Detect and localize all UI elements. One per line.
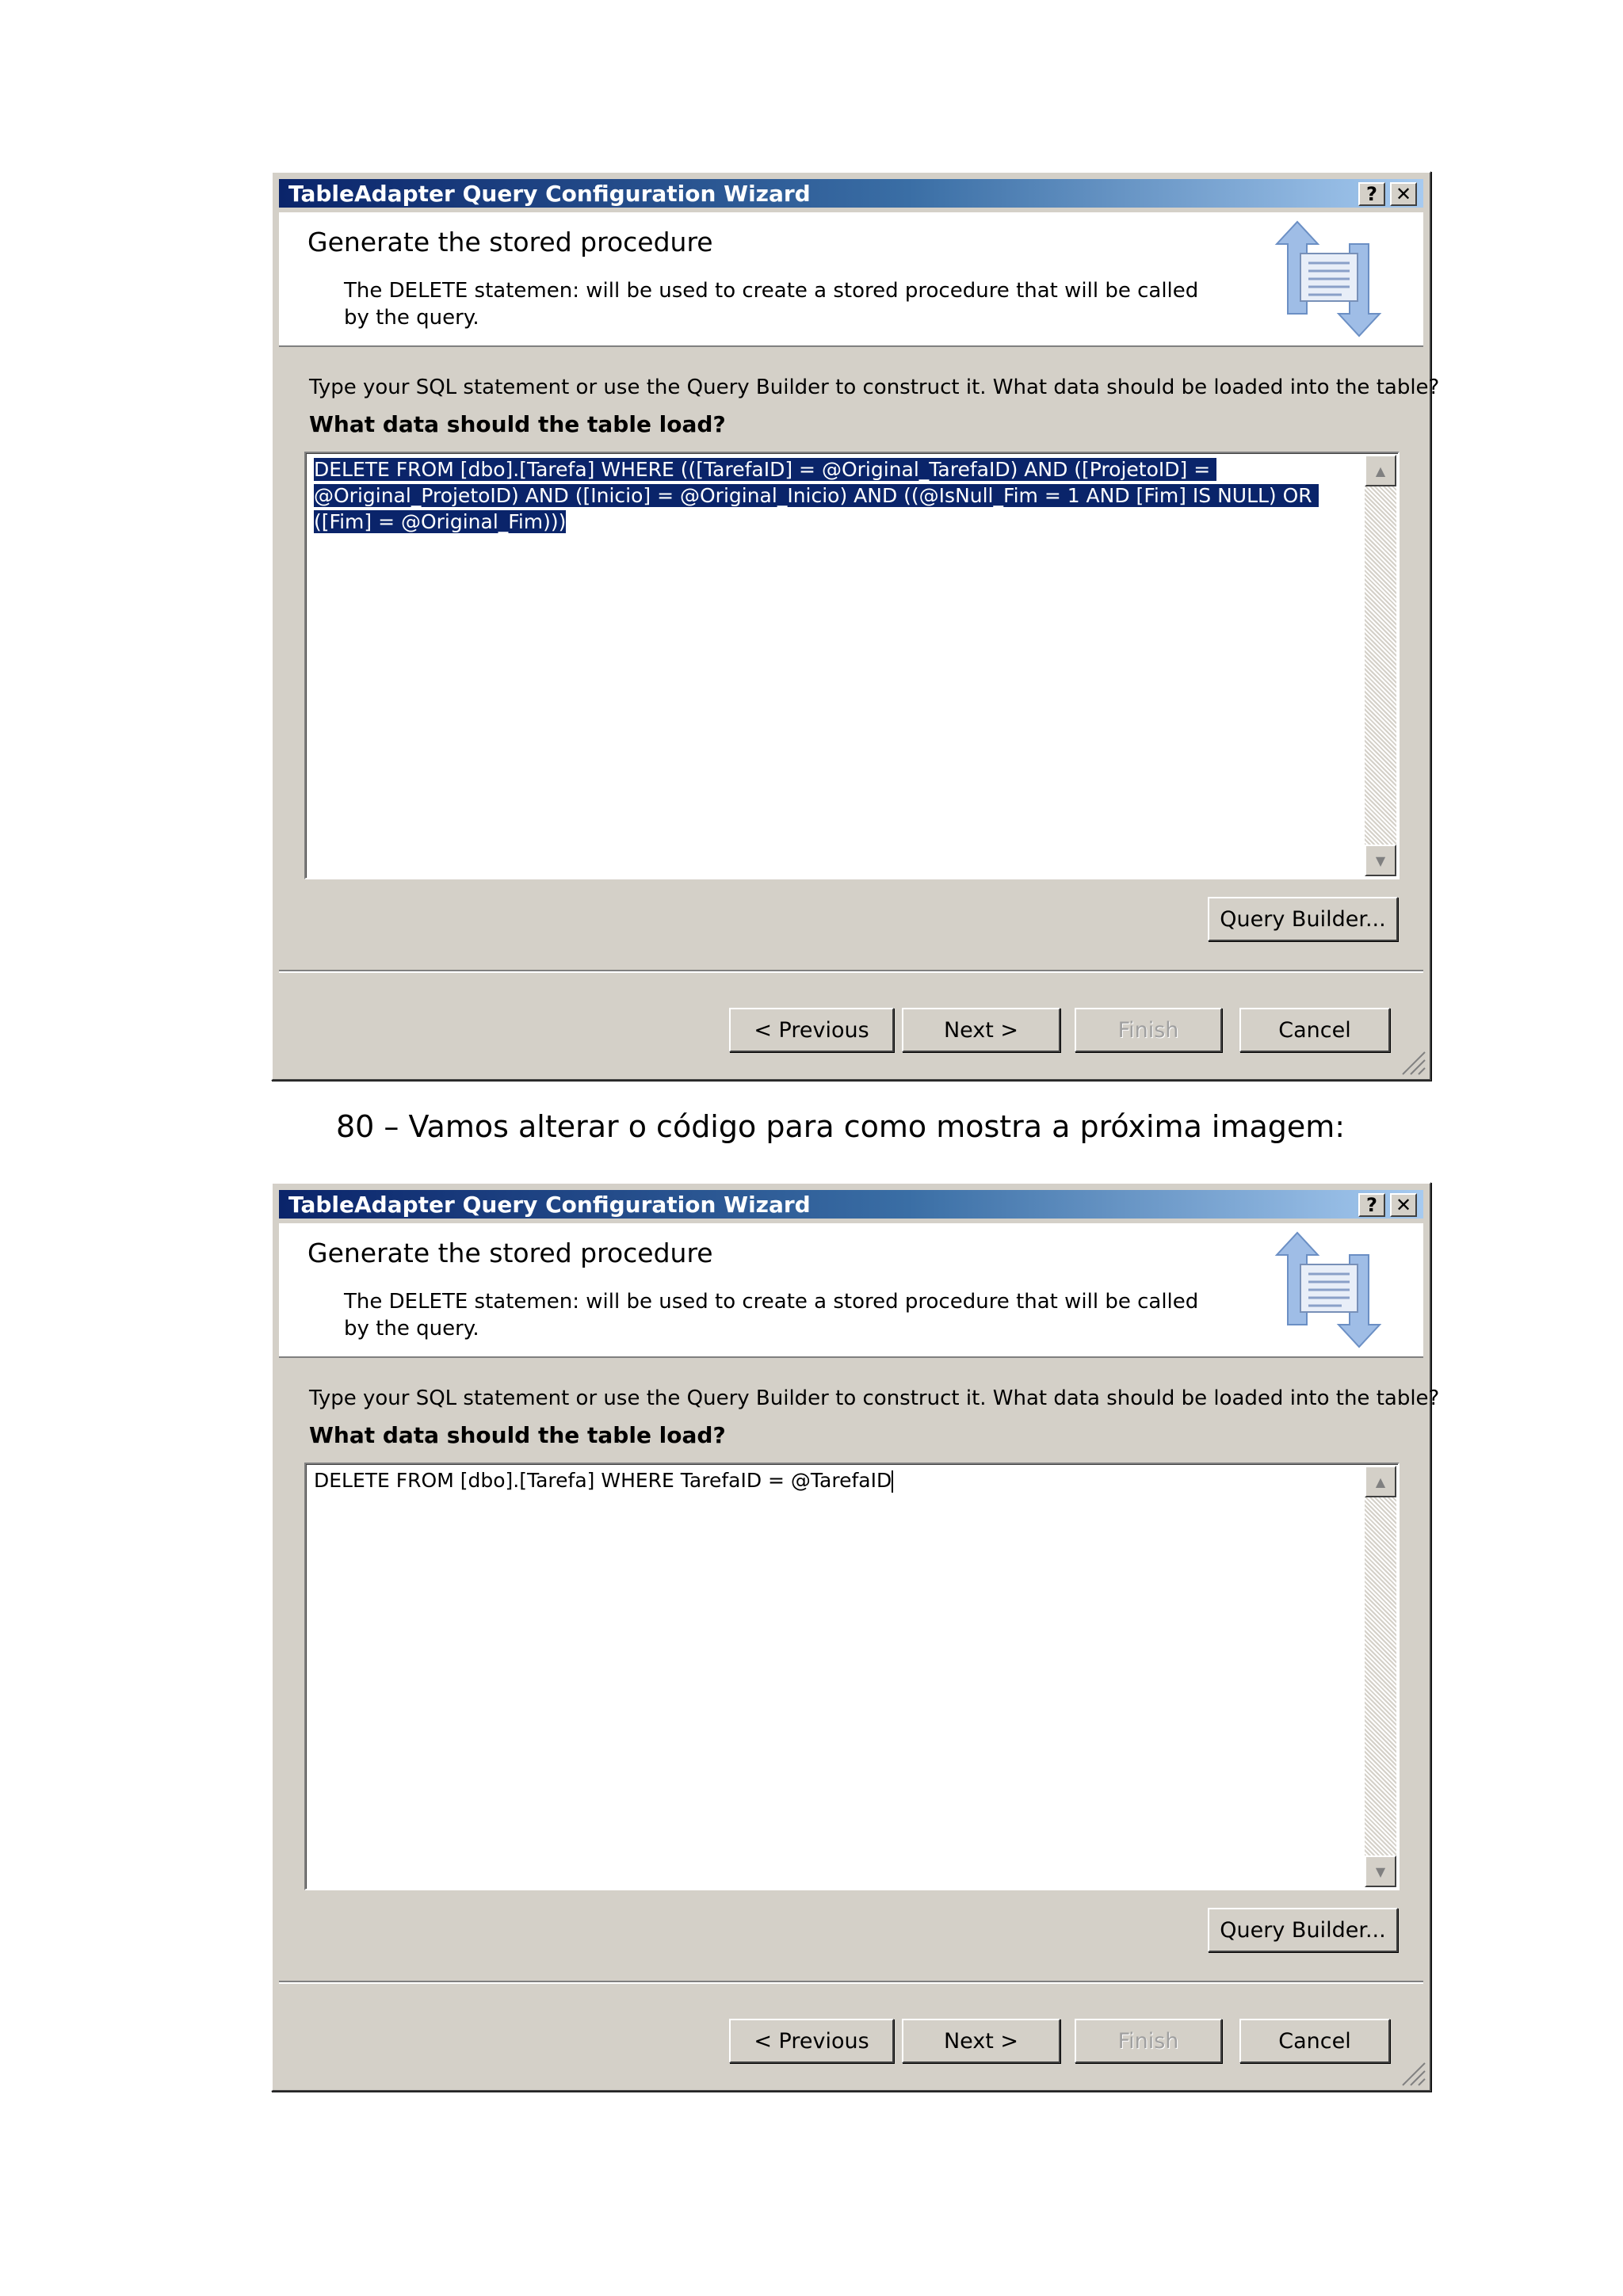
instruction-text: Type your SQL statement or use the Query Builder to construct it. What data should be loaded into the table?	[309, 1386, 1440, 1410]
vertical-scrollbar[interactable]	[1365, 1466, 1396, 1887]
finish-button[interactable]: Finish	[1075, 2019, 1222, 2063]
sql-selected-text: DELETE FROM [dbo].[Tarefa] WHERE (([TarefaID] = @Original_TarefaID) AND ([ProjetoID] = @Original_ProjetoID) AND ([Inicio] = @Original_Inicio) AND ((@IsNull_Fim = 1 AND [Fim] IS NULL) OR ([Fim] = @Original_Fim)))	[314, 458, 1319, 533]
header-description: The DELETE statemen: will be used to create a stored procedure that will be called by the query.	[344, 279, 1199, 330]
next-button[interactable]: Next >	[902, 1008, 1060, 1052]
wizard-header	[279, 1223, 1423, 1356]
header-divider	[279, 1356, 1423, 1358]
resize-grip-icon[interactable]	[1400, 1049, 1426, 1076]
header-divider	[279, 345, 1423, 347]
sql-textarea[interactable]	[304, 452, 1400, 879]
close-button[interactable]: ✕	[1390, 1193, 1417, 1217]
header-title: Generate the stored procedure	[307, 1238, 713, 1268]
sql-field-label: What data should the table load?	[309, 411, 726, 437]
sql-statement: DELETE FROM [dbo].[Tarefa] WHERE TarefaID = @TarefaID	[314, 1469, 892, 1492]
header-description: The DELETE statemen: will be used to create a stored procedure that will be called by the query.	[344, 1290, 1199, 1341]
window-title: TableAdapter Query Configuration Wizard	[288, 181, 811, 207]
cancel-button[interactable]: Cancel	[1239, 1008, 1390, 1052]
text-caret	[892, 1470, 893, 1493]
previous-button[interactable]: < Previous	[729, 2019, 894, 2063]
resize-grip-icon[interactable]	[1400, 2060, 1426, 2087]
previous-button[interactable]: < Previous	[729, 1008, 894, 1052]
close-button[interactable]: ✕	[1390, 182, 1417, 206]
next-button[interactable]: Next >	[902, 2019, 1060, 2063]
title-bar[interactable]	[279, 179, 1423, 208]
help-button[interactable]: ?	[1358, 182, 1385, 206]
footer-divider	[279, 1981, 1423, 1984]
window-title: TableAdapter Query Configuration Wizard	[288, 1192, 811, 1218]
scroll-up-icon[interactable]: ▲	[1365, 455, 1396, 486]
query-builder-button[interactable]: Query Builder...	[1208, 1908, 1398, 1952]
wizard-dialog-2	[271, 1182, 1440, 2092]
instruction-text: Type your SQL statement or use the Query Builder to construct it. What data should be loaded into the table?	[309, 376, 1440, 399]
scroll-down-icon[interactable]: ▼	[1365, 1855, 1396, 1887]
wizard-dialog-1	[271, 171, 1440, 1081]
finish-button[interactable]: Finish	[1075, 1008, 1222, 1052]
title-bar[interactable]	[279, 1190, 1423, 1219]
scroll-down-icon[interactable]: ▼	[1365, 845, 1396, 876]
footer-divider	[279, 970, 1423, 973]
sql-textarea[interactable]	[304, 1463, 1400, 1890]
scroll-up-icon[interactable]: ▲	[1365, 1466, 1396, 1497]
wizard-arrows-icon	[1266, 1231, 1391, 1348]
sql-text	[314, 456, 1352, 535]
sql-text	[314, 1467, 1352, 1493]
vertical-scrollbar[interactable]	[1365, 455, 1396, 876]
help-button[interactable]: ?	[1358, 1193, 1385, 1217]
sql-field-label: What data should the table load?	[309, 1422, 726, 1448]
document-instruction-text: 80 – Vamos alterar o código para como mostra a próxima imagem:	[336, 1109, 1346, 1144]
wizard-arrows-icon	[1266, 220, 1391, 338]
cancel-button[interactable]: Cancel	[1239, 2019, 1390, 2063]
query-builder-button[interactable]: Query Builder...	[1208, 897, 1398, 941]
header-title: Generate the stored procedure	[307, 227, 713, 257]
wizard-header	[279, 212, 1423, 345]
